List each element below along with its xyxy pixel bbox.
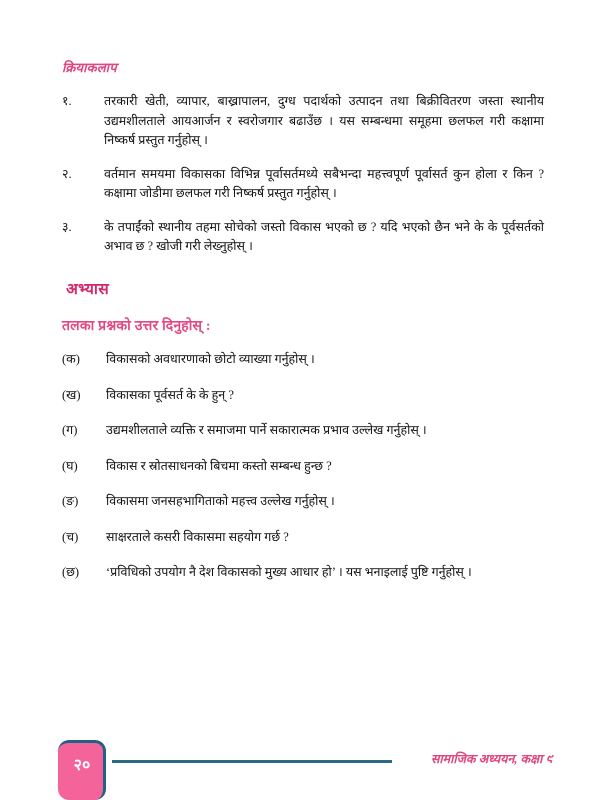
activity-item bbox=[62, 165, 544, 204]
exercise-text: उद्यमशीलताले व्यक्ति र समाजमा पार्ने सकारात्मक प्रभाव उल्लेख गर्नुहोस् । bbox=[106, 423, 427, 437]
footer-book-label: सामाजिक अध्ययन, कक्षा ९ bbox=[430, 752, 552, 766]
activity-marker: १. bbox=[62, 94, 72, 108]
activity-text: के तपाईंको स्थानीय तहमा सोचेको जस्तो विकास भएको छ ? यदि भएको छैन भने के के पूर्वसर्तको अभाव छ ? खोजी गरी लेख्नुहोस् । bbox=[104, 219, 544, 253]
exercise-text: साक्षरताले कसरी विकासमा सहयोग गर्छ ? bbox=[106, 529, 289, 544]
exercise-text: विकासको अवधारणाको छोटो व्याख्या गर्नुहोस् । bbox=[106, 352, 315, 366]
exercise-marker: (ग) bbox=[62, 423, 78, 437]
exercise-item bbox=[62, 563, 544, 581]
exercise-item bbox=[62, 386, 544, 404]
exercise-text: विकास र स्रोतसाधनको बिचमा कस्तो सम्बन्ध हुन्छ ? bbox=[106, 458, 332, 473]
exercise-marker: (ख) bbox=[62, 387, 81, 402]
exercise-marker: (क) bbox=[62, 352, 80, 366]
activity-text: तरकारी खेती, व्यापार, बाख्रापालन, दुग्ध पदार्थको उत्पादन तथा बिक्रीवितरण जस्ता स्थानीय उद्यमशीलताले आयआर्जन र स्वरोजगार बढाउँछ । यस सम्बन्धमा समूहमा छलफल गरी कक्षामा निष्कर्ष प्रस्तुत गर्नुहोस् । bbox=[104, 94, 544, 147]
activity-item bbox=[62, 218, 544, 257]
exercise-text: विकासमा जनसहभागिताको महत्त्व उल्लेख गर्नुहोस् । bbox=[106, 494, 335, 508]
exercise-item bbox=[62, 350, 544, 368]
exercise-marker: (घ) bbox=[62, 458, 78, 473]
footer-divider-rule bbox=[112, 760, 392, 763]
activity-marker: २. bbox=[62, 166, 72, 181]
exercise-marker: (ङ) bbox=[62, 494, 79, 508]
exercise-text: विकासका पूर्वसर्त के के हुन् ? bbox=[106, 387, 234, 402]
exercise-heading: अभ्यास bbox=[66, 281, 109, 298]
exercise-item bbox=[62, 528, 544, 546]
activities-list bbox=[62, 92, 544, 271]
activities-heading: क्रियाकलाप bbox=[62, 60, 117, 75]
exercise-question-list bbox=[62, 350, 544, 599]
exercise-subtitle: तलका प्रश्नको उत्तर दिनुहोस् : bbox=[62, 319, 211, 334]
exercise-item bbox=[62, 492, 544, 510]
activity-item bbox=[62, 92, 544, 151]
activity-text: वर्तमान समयमा विकासका विभिन्न पूर्वासर्तमध्ये सबैभन्दा महत्त्वपूर्ण पूर्वासर्त कुन होला र किन ? कक्षामा जोडीमा छलफल गरी निष्कर्ष प्रस्तुत गर्नुहोस् । bbox=[104, 166, 544, 200]
exercise-marker: (छ) bbox=[62, 565, 80, 579]
page-number: २० bbox=[73, 757, 91, 774]
page-footer bbox=[0, 736, 600, 800]
exercise-item bbox=[62, 457, 544, 475]
exercise-item bbox=[62, 421, 544, 439]
page-number-tab bbox=[58, 740, 106, 800]
activity-marker: ३. bbox=[62, 219, 72, 234]
exercise-marker: (च) bbox=[62, 529, 79, 544]
exercise-text: ‘प्रविधिको उपयोग नै देश विकासको मुख्य आधार हो’ । यस भनाइलाई पुष्टि गर्नुहोस् । bbox=[106, 565, 472, 579]
